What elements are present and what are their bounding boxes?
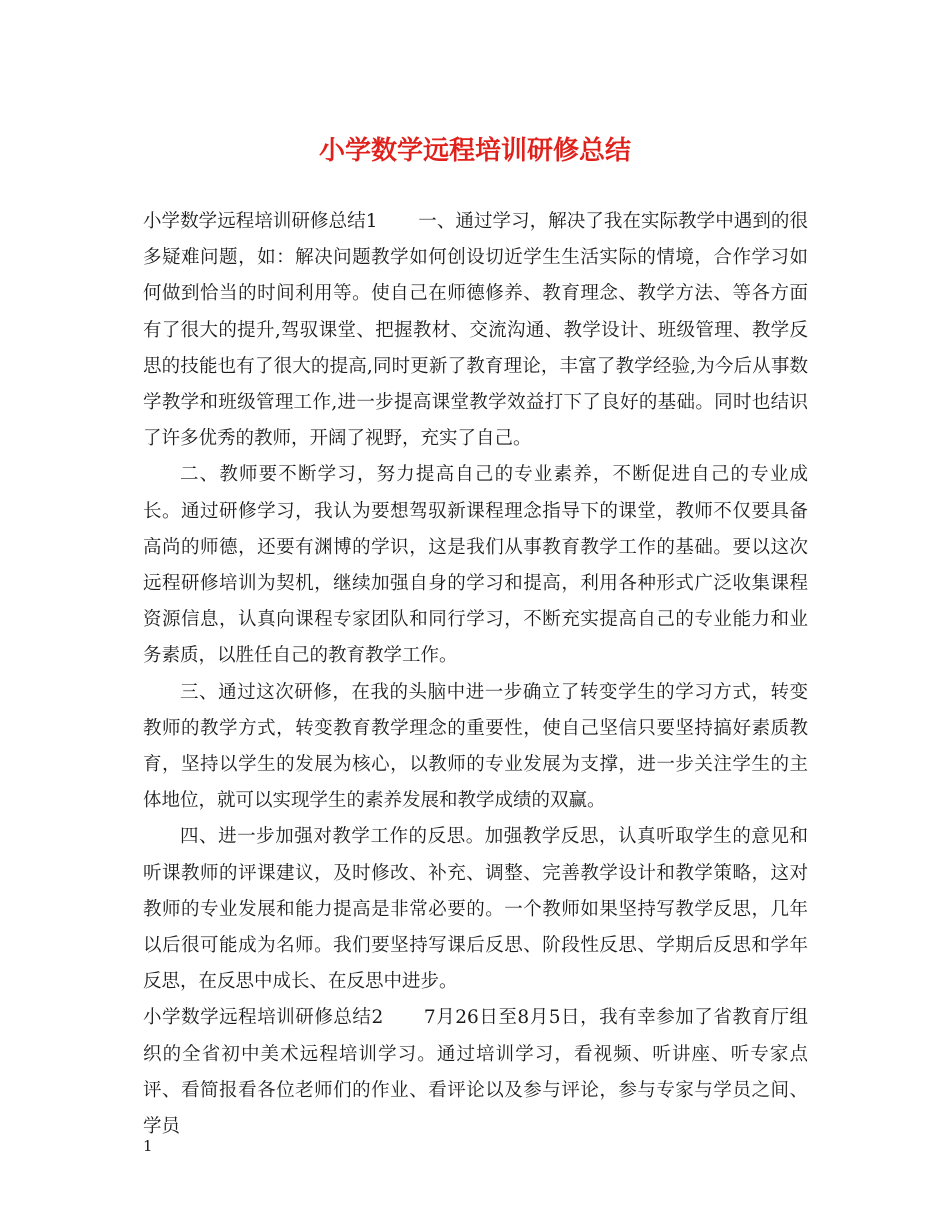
document-body — [143, 204, 808, 1145]
section-1-heading: 小学数学远程培训研修总结1 — [143, 211, 378, 232]
section-1-lead-paragraph — [143, 204, 808, 457]
section-2-lead-paragraph — [143, 1000, 808, 1145]
section-2-heading: 小学数学远程培训研修总结2 — [143, 1007, 384, 1029]
section-1-lead-text: 一、通过学习，解决了我在实际教学中遇到的很多疑难问题，如：解决问题教学如何创设切近学生生活实际的情境，合作学习如何做到恰当的时间利用等。使自己在师德修养、教育理念、教学方法、等各方面有了很大的提升,驾驭课堂、把握教材、交流沟通、教学设计、班级管理、教学反思的技能也有了很大的提高,同时更新了教育理论，丰富了教学经验,为今后从事数学教学和班级管理工作,进一步提高课堂教学效益打下了良好的基础。同时也结识了许多优秀的教师，开阔了视野，充实了自己。 — [143, 211, 808, 450]
section-2-lead-text: 7月26日至8月5日，我有幸参加了省教育厅组织的全省初中美术远程培训学习。通过培训学习，看视频、听讲座、听专家点评、看简报看各位老师们的作业、看评论以及参与评论，参与专家与学员之间、学员 — [143, 1007, 808, 1138]
paragraph: 二、教师要不断学习，努力提高自己的专业素养，不断促进自己的专业成长。通过研修学习，我认为要想驾驭新课程理念指导下的课堂，教师不仅要具备高尚的师德，还要有渊博的学识，这是我们从事教育教学工作的基础。要以这次远程研修培训为契机，继续加强自身的学习和提高，利用各种形式广泛收集课程资源信息，认真向课程专家团队和同行学习，不断充实提高自己的专业能力和业务素质，以胜任自己的教育教学工作。 — [143, 464, 808, 667]
document-title: 小学数学远程培训研修总结 — [318, 136, 631, 166]
paragraph: 四、进一步加强对教学工作的反思。加强教学反思，认真听取学生的意见和听课教师的评课建议，及时修改、补充、调整、完善教学设计和教学策略，这对教师的专业发展和能力提高是非常必要的。一个教师如果坚持写教学反思，几年以后很可能成为名师。我们要坚持写课后反思、阶段性反思、学期后反思和学年反思，在反思中成长、在反思中进步。 — [143, 826, 808, 993]
page-number: 1 — [143, 1137, 153, 1155]
paragraph: 三、通过这次研修，在我的头脑中进一步确立了转变学生的学习方式，转变教师的教学方式，转变教育教学理念的重要性，使自己坚信只要坚持搞好素质教育，坚持以学生的发展为核心，以教师的专业发展为支撑，进一步关注学生的主体地位，就可以实现学生的素养发展和教学成绩的双赢。 — [143, 681, 808, 812]
